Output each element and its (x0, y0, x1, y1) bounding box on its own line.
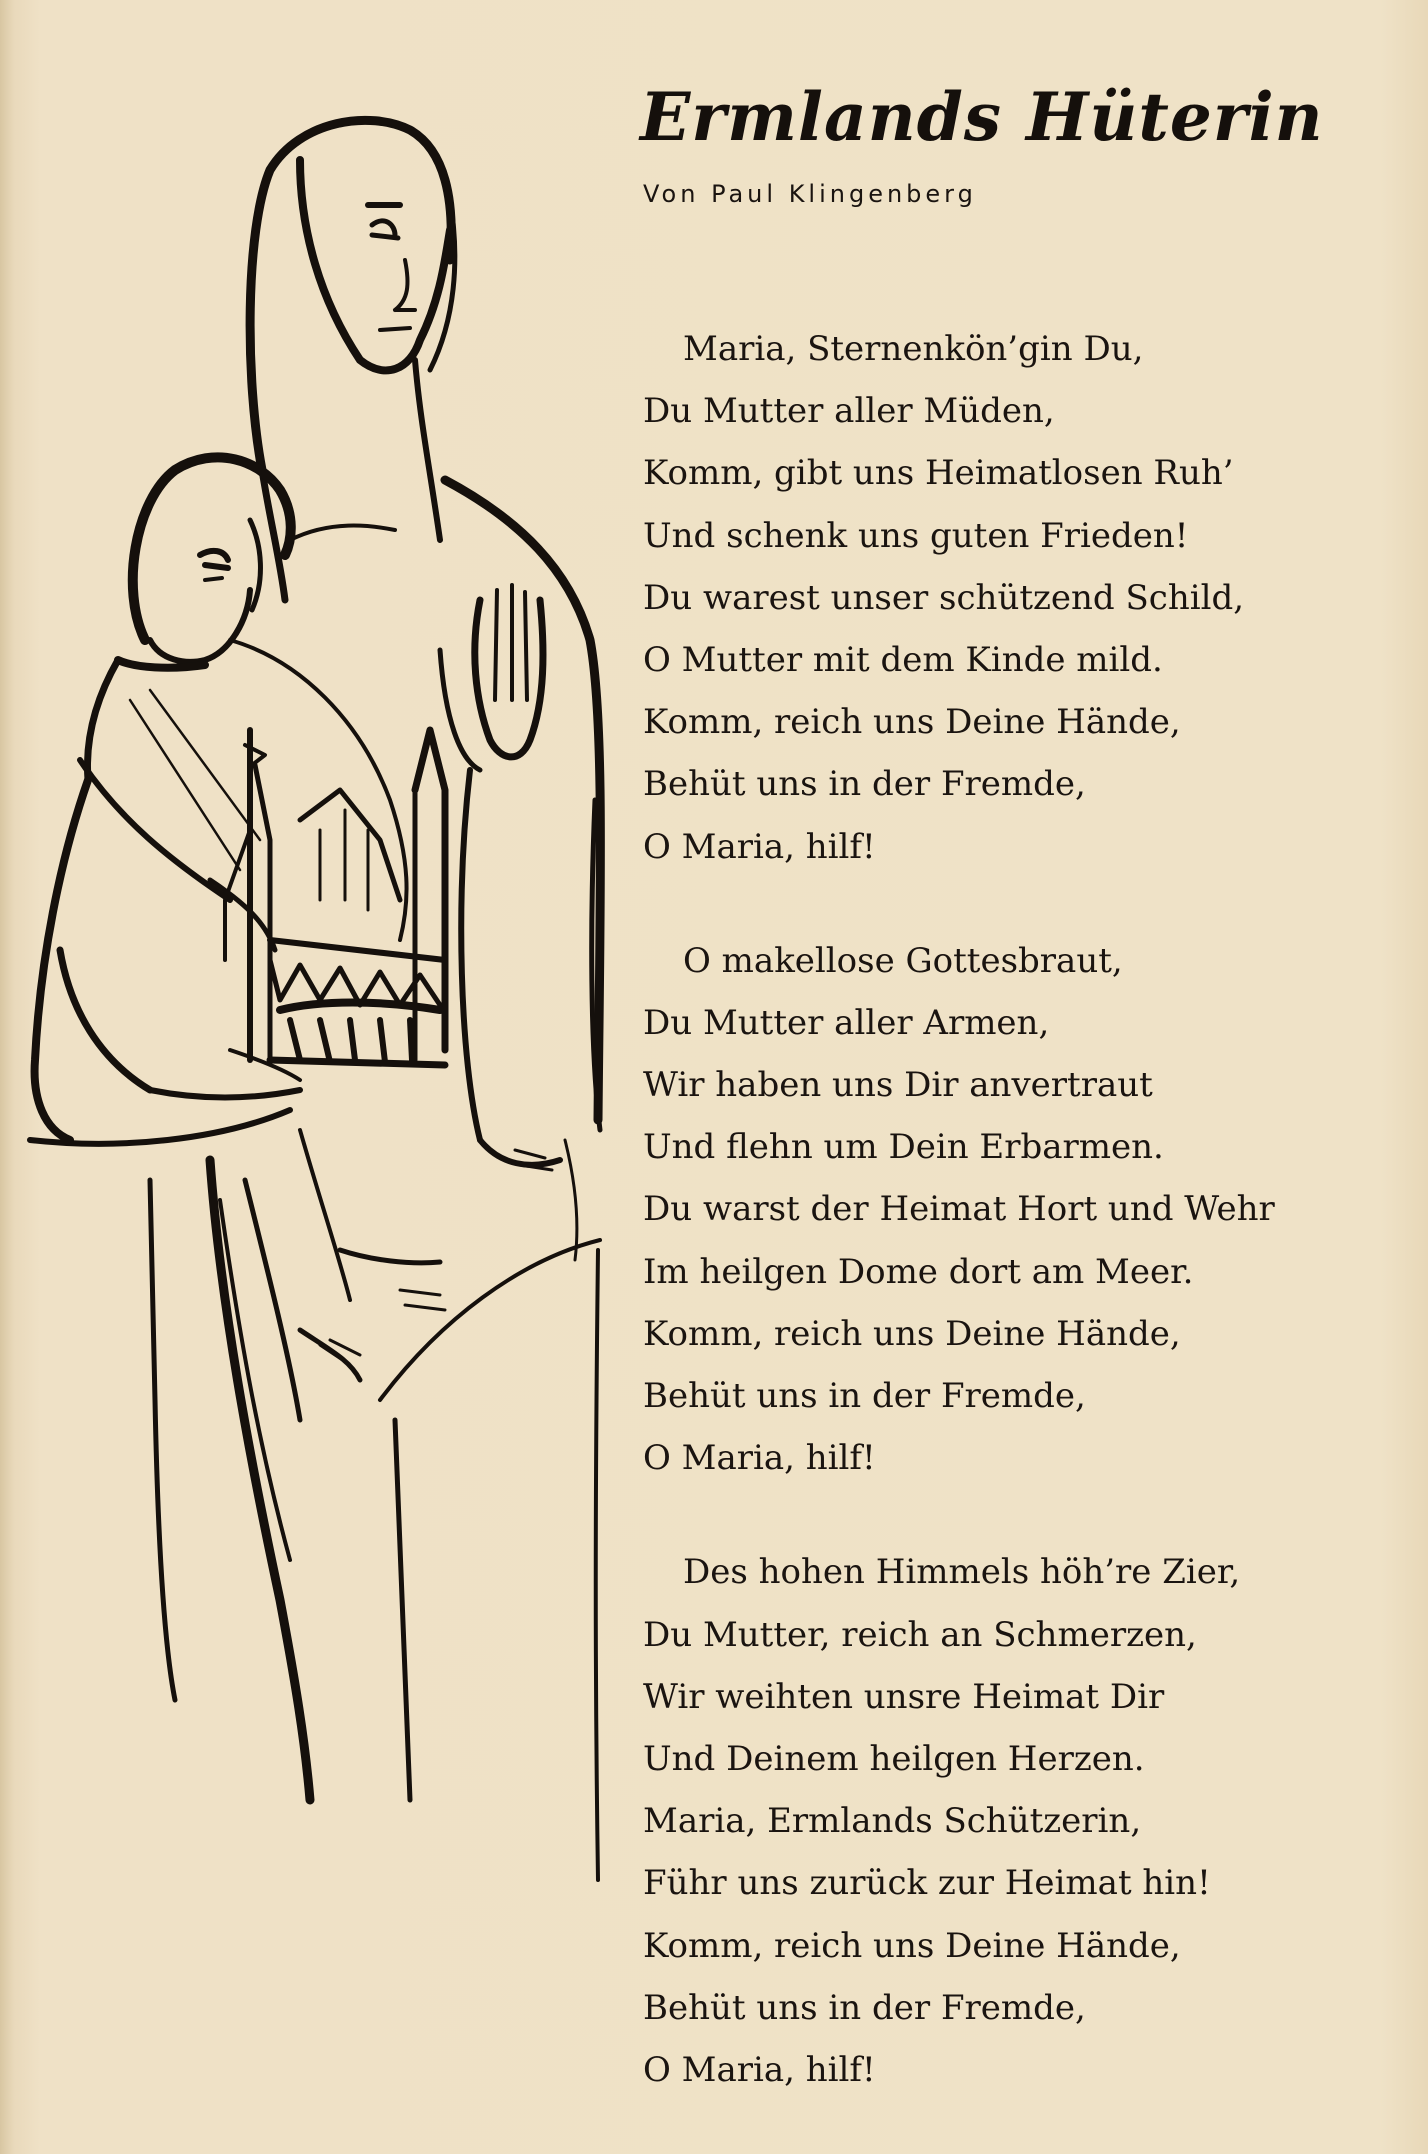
madonna-illustration (0, 0, 620, 1900)
poem-line: O Maria, hilf! (643, 2049, 876, 2090)
madonna-sketch-icon (0, 0, 620, 1900)
poem-line: Komm, reich uns Deine Hände, (643, 1925, 1181, 1966)
poem-line: Und flehn um Dein Erbarmen. (643, 1127, 1164, 1168)
poem-line: Du warest unser schützend Schild, (643, 577, 1245, 618)
poem-line: Behüt uns in der Fremde, (643, 764, 1086, 805)
poem-line: Du Mutter, reich an Schmerzen, (643, 1614, 1197, 1655)
poem-line: Und Deinem heilgen Herzen. (643, 1738, 1145, 1779)
poem-line: Komm, reich uns Deine Hände, (643, 702, 1181, 743)
poem-line: Du Mutter aller Müden, (643, 391, 1055, 432)
poem-line: Im heilgen Dome dort am Meer. (643, 1251, 1194, 1292)
poem-line: O Maria, hilf! (643, 826, 876, 867)
poem-line: Führ uns zurück zur Heimat hin! (643, 1863, 1211, 1904)
poem-line: Und schenk uns guten Frieden! (643, 515, 1189, 556)
poem-line: Komm, gibt uns Heimatlosen Ruh’ (643, 453, 1234, 494)
poem-author: Von Paul Klingenberg (643, 180, 977, 208)
poem-title: Ermlands Hüterin (640, 78, 1324, 156)
poem-line: Wir weihten unsre Heimat Dir (643, 1676, 1165, 1717)
stanza (643, 1541, 1403, 2101)
poem-line: Du warst der Heimat Hort und Wehr (643, 1189, 1275, 1230)
poem-body (643, 318, 1403, 2153)
poem-line: Wir haben uns Dir anvertraut (643, 1065, 1153, 1106)
poem-line: Maria, Sternenkön’gin Du, (683, 329, 1144, 369)
poem-line: Maria, Ermlands Schützerin, (643, 1801, 1142, 1842)
poem-line: O Mutter mit dem Kinde mild. (643, 639, 1163, 680)
poem-line: Du Mutter aller Armen, (643, 1002, 1050, 1043)
poem-line: Behüt uns in der Fremde, (643, 1376, 1086, 1416)
poem-line: Behüt uns in der Fremde, (643, 1987, 1086, 2028)
poem-line: O Maria, hilf! (643, 1438, 876, 1479)
poem-line: Komm, reich uns Deine Hände, (643, 1313, 1181, 1354)
poem-line: Des hohen Himmels höh’re Zier, (683, 1552, 1241, 1593)
stanza (643, 318, 1403, 878)
poem-line: O makellose Gottesbraut, (683, 940, 1123, 981)
stanza (643, 930, 1403, 1490)
